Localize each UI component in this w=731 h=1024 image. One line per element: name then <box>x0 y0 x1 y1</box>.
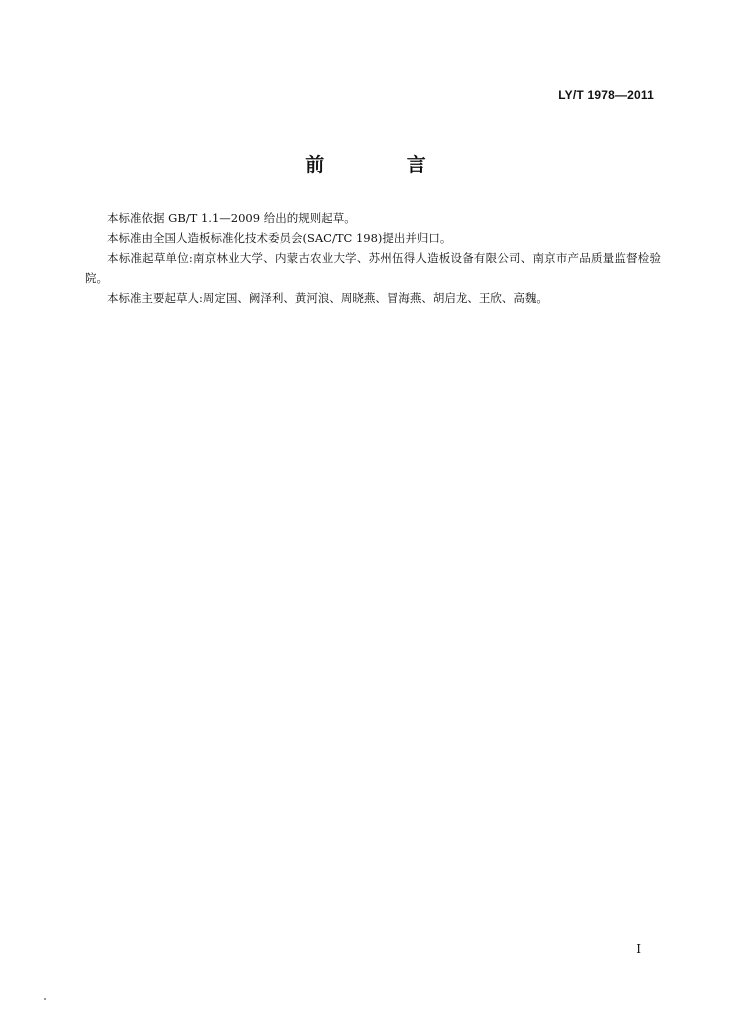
scan-speck <box>44 998 46 1000</box>
paragraph-drafting-units: 本标准起草单位:南京林业大学、内蒙古农业大学、苏州伍得人造板设备有限公司、南京市产品质量监督检验院。 <box>85 251 661 285</box>
preface-body <box>85 208 661 308</box>
paragraph-drafting-rules: 本标准依据 GB/T 1.1—2009 给出的规则起草。 <box>107 211 356 225</box>
page-title: 前 言 <box>305 154 464 176</box>
paragraph-drafters: 本标准主要起草人:周定国、阙泽利、黄河浪、周晓燕、冒海燕、胡启龙、王欣、高魏。 <box>107 291 548 305</box>
paragraph-proposer: 本标准由全国人造板标准化技术委员会(SAC/TC 198)提出并归口。 <box>107 231 452 245</box>
page-number: I <box>636 942 641 956</box>
standard-code: LY/T 1978—2011 <box>558 88 654 102</box>
